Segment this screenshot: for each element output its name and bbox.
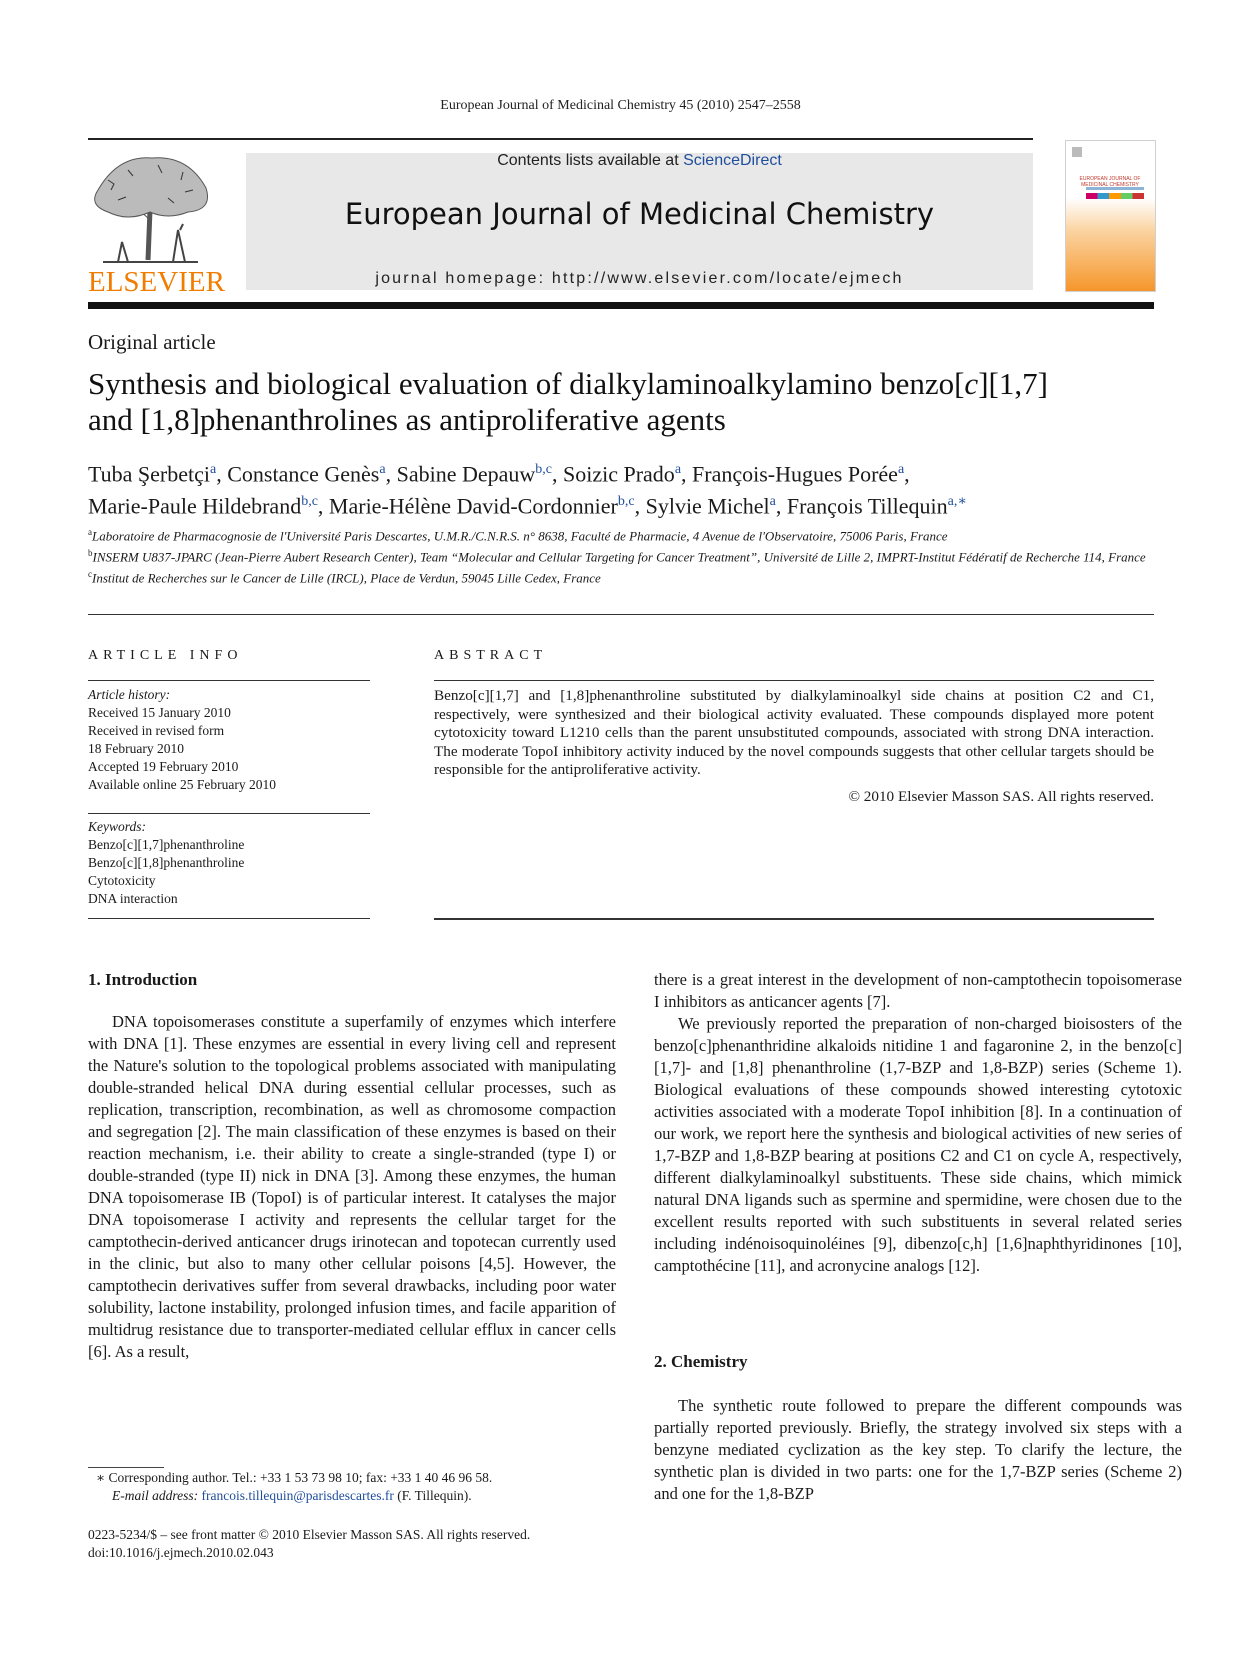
keywords-label: Keywords: [88,819,146,834]
history-item: Received in revised form [88,723,225,738]
journal-title: European Journal of Medicinal Chemistry [344,197,935,231]
contents-line [246,152,1033,170]
intro-column-right [654,969,1182,1277]
history-item: Received 15 January 2010 [88,705,231,720]
author-affiliation-mark[interactable]: a [769,494,776,510]
author-list [88,456,1168,521]
article-info-heading: ARTICLE INFO [88,648,243,663]
history-item: Available online 25 February 2010 [88,777,276,792]
header-thick-rule [88,302,1154,309]
section-rule [434,918,1154,920]
author-separator: , [317,493,329,519]
front-matter [88,1526,616,1562]
section-rule [88,614,1154,615]
intro-column [88,1011,616,1363]
keywords [88,818,370,908]
abstract-text: Benzo[c][1,7] and [1,8]phenanthroline substituted by dialkylaminoalkyl side chains at position C2 and C1, respectively, were synthesized and their biological activity evaluated. These compounds displayed more potent cytotoxicity toward L1210 cells than the parent unsubstituted compounds, associated with strong DNA interaction. The moderate TopoI inhibitory activity induced by the novel compounds suggests that other cellular targets should be responsible for the antiproliferative activity. [434,687,1154,778]
author-separator: , [904,461,910,487]
abstract-copyright: © 2010 Elsevier Masson SAS. All rights reserved. [848,788,1154,805]
author-separator: , [775,493,787,519]
section-rule [88,680,370,681]
chemistry-heading: 2. Chemistry [654,1352,748,1371]
contents-prefix: Contents lists available at [497,152,684,169]
affiliation-c [88,566,1154,587]
doi-line[interactable]: doi:10.1016/j.ejmech.2010.02.043 [88,1545,274,1560]
author-affiliation-mark[interactable]: a [897,462,905,477]
paper-title [88,366,1168,438]
chemistry-column [654,1395,1182,1505]
title-italic: c [964,366,979,401]
section-rule [88,813,370,814]
header-rule [88,138,1033,140]
author-name: Marie-Paule Hildebrand [88,493,302,519]
title-line-1: Synthesis and biological evaluation of dialkylaminoalkylamino benzo[ [88,366,965,401]
abstract-heading: ABSTRACT [434,648,548,663]
email-line [88,1487,616,1505]
author-name: François Tillequin [786,493,948,519]
author-separator: , [681,461,693,487]
cover-decoration [1086,193,1144,199]
email-link[interactable]: francois.tillequin@parisdescartes.fr [201,1488,394,1503]
affiliations [88,524,1154,586]
affiliation-a [88,524,1154,545]
corresponding-author: ∗ Corresponding author. Tel.: +33 1 53 73 98 10; fax: +33 1 40 46 96 58. [96,1470,493,1485]
intro-paragraph: DNA topoisomerases constitute a superfamily of enzymes which interfere with DNA [1]. These enzymes are essential in every living cell and represent the Nature's solution to the topological problems associated with manipulating double-stranded helical DNA during essential cellular processes, such as replication, transcription, recombination, as well as chromosome compaction and segregation [2]. The main classification of these enzymes is based on their reaction mechanism, i.e. their ability to create a single-stranded (type I) or double-stranded (type II) nick in DNA [3]. Among these enzymes, the human DNA topoisomerase IB (TopoI) is of particular interest. It catalyses the major DNA topoisomerase I activity and represents the cellular target for the camptothecin-derived anticancer drugs irinotecan and topotecan currently used in the clinic, but also to many other cellular poisons [4,5]. However, the camptothecin derivatives suffer from several drawbacks, including poor water solubility, lactone instability, prolonged infusion times, and facile apparition of multidrug resistance due to transporter-mediated cellular efflux in cancer cells [6]. As a result, [88,1012,616,1361]
keyword-item: Cytotoxicity [88,873,156,888]
affiliation-text: Institut de Recherches sur le Cancer de Lille (IRCL), Place de Verdun, 59045 Lille Cedex, France [92,569,601,585]
author-name: Soizic Prado [562,461,675,487]
author-affiliation-mark[interactable]: b,c [617,494,635,510]
author-name: Marie-Hélène David-Cordonnier [328,493,618,519]
history-item: Accepted 19 February 2010 [88,759,239,774]
title-line-1-end: ][1,7] [978,366,1048,401]
affiliation-label: a [88,527,92,537]
chemistry-paragraph: The synthetic route followed to prepare the different compounds was partially reported previously. Briefly, the strategy involved six steps with a benzyne mediated cyclization as the key step. To clarify the lecture, the synthetic plan is divided in two parts: one for the 1,7-BZP series (Scheme 2) and one for the 1,8-BZP [654,1396,1182,1503]
author-separator: , [216,461,228,487]
email-suffix: (F. Tillequin). [393,1488,472,1503]
cover-logo-icon [1072,147,1082,157]
author-affiliation-mark[interactable]: a,∗ [947,494,967,510]
issn-line: 0223-5234/$ – see front matter © 2010 Elsevier Masson SAS. All rights reserved. [88,1527,531,1542]
section-rule [434,680,1154,681]
footnote-rule [88,1467,164,1468]
intro-continuation: there is a great interest in the development of non-camptothecin topoisomerase I inhibitors as anticancer agents [7]. [654,970,1182,1011]
author-separator: , [551,461,563,487]
keyword-item: Benzo[c][1,8]phenanthroline [88,855,245,870]
keyword-item: Benzo[c][1,7]phenanthroline [88,837,245,852]
journal-cover-image [1065,140,1156,292]
author-affiliation-mark[interactable]: a [379,462,386,477]
author-name: François-Hugues Porée [692,461,898,487]
article-history [88,686,370,794]
author-name: Sylvie Michel [645,493,770,519]
intro-heading: 1. Introduction [88,970,198,989]
article-type: Original article [88,330,216,354]
author-name: Sabine Depauw [396,461,536,487]
title-line-2: and [1,8]phenanthrolines as antiproliferative agents [88,402,726,437]
author-name: Tuba Şerbetçi [88,461,211,487]
section-rule [88,918,370,919]
history-label: Article history: [88,687,171,702]
cover-title: EUROPEAN JOURNAL OF MEDICINAL CHEMISTRY [1079,176,1141,188]
author-affiliation-mark[interactable]: a [210,462,217,477]
author-affiliation-mark[interactable]: a [674,462,682,477]
author-separator: , [634,493,646,519]
email-label: E-mail address: [112,1488,202,1503]
affiliation-label: c [88,568,92,579]
elsevier-wordmark: ELSEVIER [88,266,225,298]
author-separator: , [385,461,397,487]
affiliation-b [88,545,1154,566]
history-item: 18 February 2010 [88,741,184,756]
keyword-item: DNA interaction [88,891,178,906]
author-affiliation-mark[interactable]: b,c [301,494,318,510]
sciencedirect-link[interactable]: ScienceDirect [683,152,782,169]
author-affiliation-mark[interactable]: b,c [535,462,552,477]
author-name: Constance Genès [227,461,380,487]
intro-paragraph-2: We previously reported the preparation of non-charged bioisosters of the benzo[c]phenanthridine alkaloids nitidine 1 and fagaronine 2, in the benzo[c][1,7]- and [1,8] phenanthroline (1,7-BZP and 1,8-BZP) series (Scheme 1). Biological evaluations of these compounds showed interesting cytotoxic activities associated with a moderate TopoI inhibition [8]. In a continuation of our work, we report here the synthesis and biological activities of new series of 1,7-BZP and 1,8-BZP bearing at positions C2 and C1 on cycle A, respectively, different dialkylaminoalkyl substituents. These side chains, which mimick natural DNA ligands such as spermine and spermidine, were chosen due to the excellent results reported with such substituents in several related series including indénoisoquinoléines [9], dibenzo[c,h] [1,6]naphthyridinones [10], camptothécine [11], and acronycine analogs [12]. [654,1014,1182,1275]
journal-homepage[interactable]: journal homepage: http://www.elsevier.com/locate/ejmech [375,270,904,287]
running-head: European Journal of Medicinal Chemistry 45 (2010) 2547–2558 [440,98,801,113]
affiliation-label: b [88,547,93,558]
affiliation-text: Laboratoire de Pharmacognosie de l'Université Paris Descartes, U.M.R./C.N.R.S. n° 8638, Faculté de Pharmacie, 4 Avenue de l'Observatoire, 75006 Paris, France [92,528,948,544]
footnote [88,1469,616,1505]
affiliation-text: INSERM U837-JPARC (Jean-Pierre Aubert Research Center), Team “Molecular and Cellular Targeting for Cancer Treatment”, Université de Lille 2, IMPRT-Institut Fédératif de Recherche 114, France [92,549,1146,565]
